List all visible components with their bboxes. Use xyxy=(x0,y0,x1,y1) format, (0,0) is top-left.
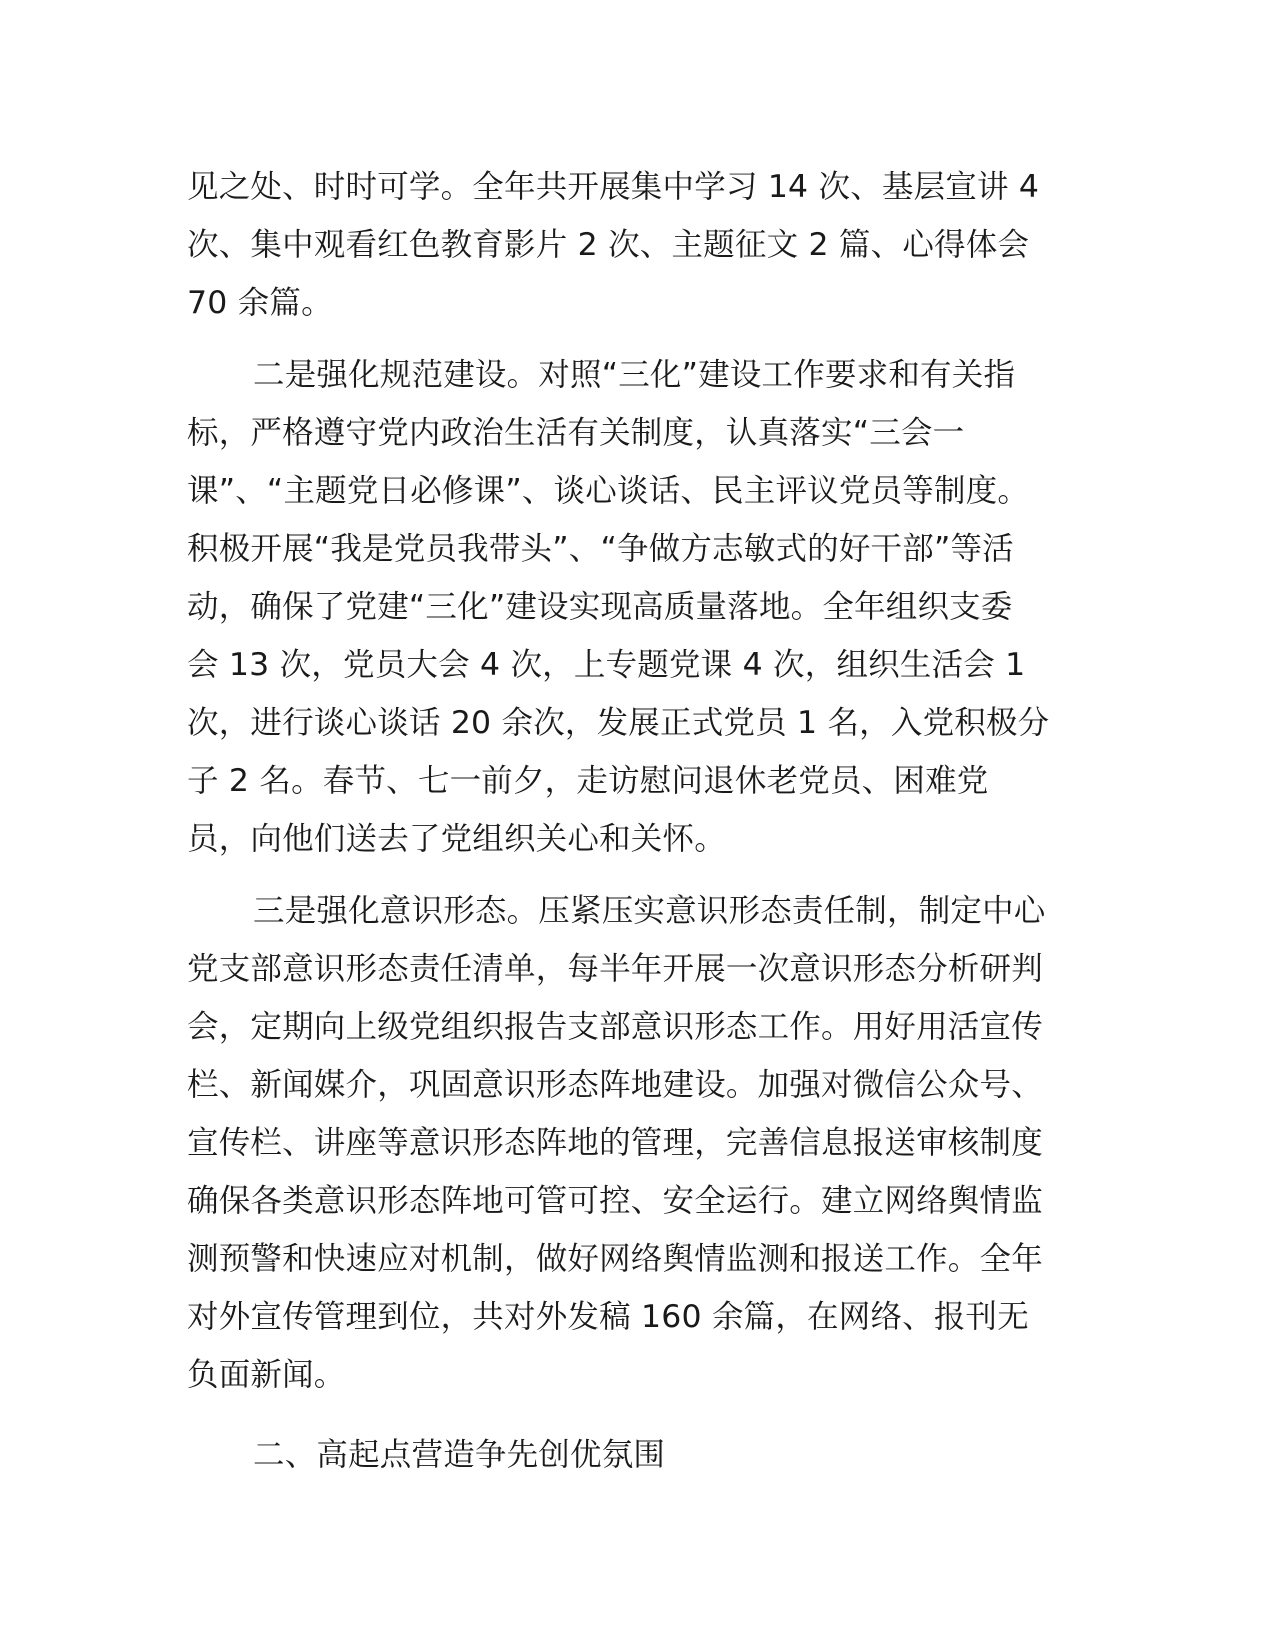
text-line: 次、集中观看红色教育影片 2 次、主题征文 2 篇、心得体会 xyxy=(187,227,1030,263)
text-line: 三是强化意识形态。压紧压实意识形态责任制，制定中心 xyxy=(253,893,1046,929)
text-line: 测预警和快速应对机制，做好网络舆情监测和报送工作。全年 xyxy=(187,1241,1043,1277)
text-line: 党支部意识形态责任清单，每半年开展一次意识形态分析研判 xyxy=(187,951,1043,987)
text-line: 对外宣传管理到位，共对外发稿 160 余篇，在网络、报刊无 xyxy=(187,1299,1029,1335)
document-body xyxy=(187,158,1087,1484)
paragraph-study-summary xyxy=(187,158,1087,332)
section-heading xyxy=(187,1426,1087,1484)
text-line: 70 余篇。 xyxy=(187,285,333,321)
text-line: 标，严格遵守党内政治生活有关制度，认真落实“三会一 xyxy=(187,415,965,451)
text-line: 课”、“主题党日必修课”、谈心谈话、民主评议党员等制度。 xyxy=(187,473,1030,509)
text-line: 积极开展“我是党员我带头”、“争做方志敏式的好干部”等活 xyxy=(187,531,1014,567)
text-line: 栏、新闻媒介，巩固意识形态阵地建设。加强对微信公众号、 xyxy=(187,1067,1043,1103)
text-line: 宣传栏、讲座等意识形态阵地的管理，完善信息报送审核制度 xyxy=(187,1125,1043,1161)
text-line: 确保各类意识形态阵地可管可控、安全运行。建立网络舆情监 xyxy=(187,1183,1043,1219)
text-line: 员，向他们送去了党组织关心和关怀。 xyxy=(187,821,726,857)
text-line: 见之处、时时可学。全年共开展集中学习 14 次、基层宣讲 4 xyxy=(187,169,1040,205)
paragraph-standardization xyxy=(187,346,1087,868)
section-heading-text: 二、高起点营造争先创优氛围 xyxy=(253,1437,666,1473)
paragraph-ideology xyxy=(187,882,1087,1404)
text-line: 动，确保了党建“三化”建设实现高质量落地。全年组织支委 xyxy=(187,589,1013,625)
text-line: 子 2 名。春节、七一前夕，走访慰问退休老党员、困难党 xyxy=(187,763,989,799)
text-line: 次，进行谈心谈话 20 余次，发展正式党员 1 名，入党积极分 xyxy=(187,705,1050,741)
text-line: 会 13 次，党员大会 4 次，上专题党课 4 次，组织生活会 1 xyxy=(187,647,1026,683)
text-line: 二是强化规范建设。对照“三化”建设工作要求和有关指 xyxy=(253,357,1016,393)
text-line: 负面新闻。 xyxy=(187,1357,346,1393)
text-line: 会，定期向上级党组织报告支部意识形态工作。用好用活宣传 xyxy=(187,1009,1043,1045)
